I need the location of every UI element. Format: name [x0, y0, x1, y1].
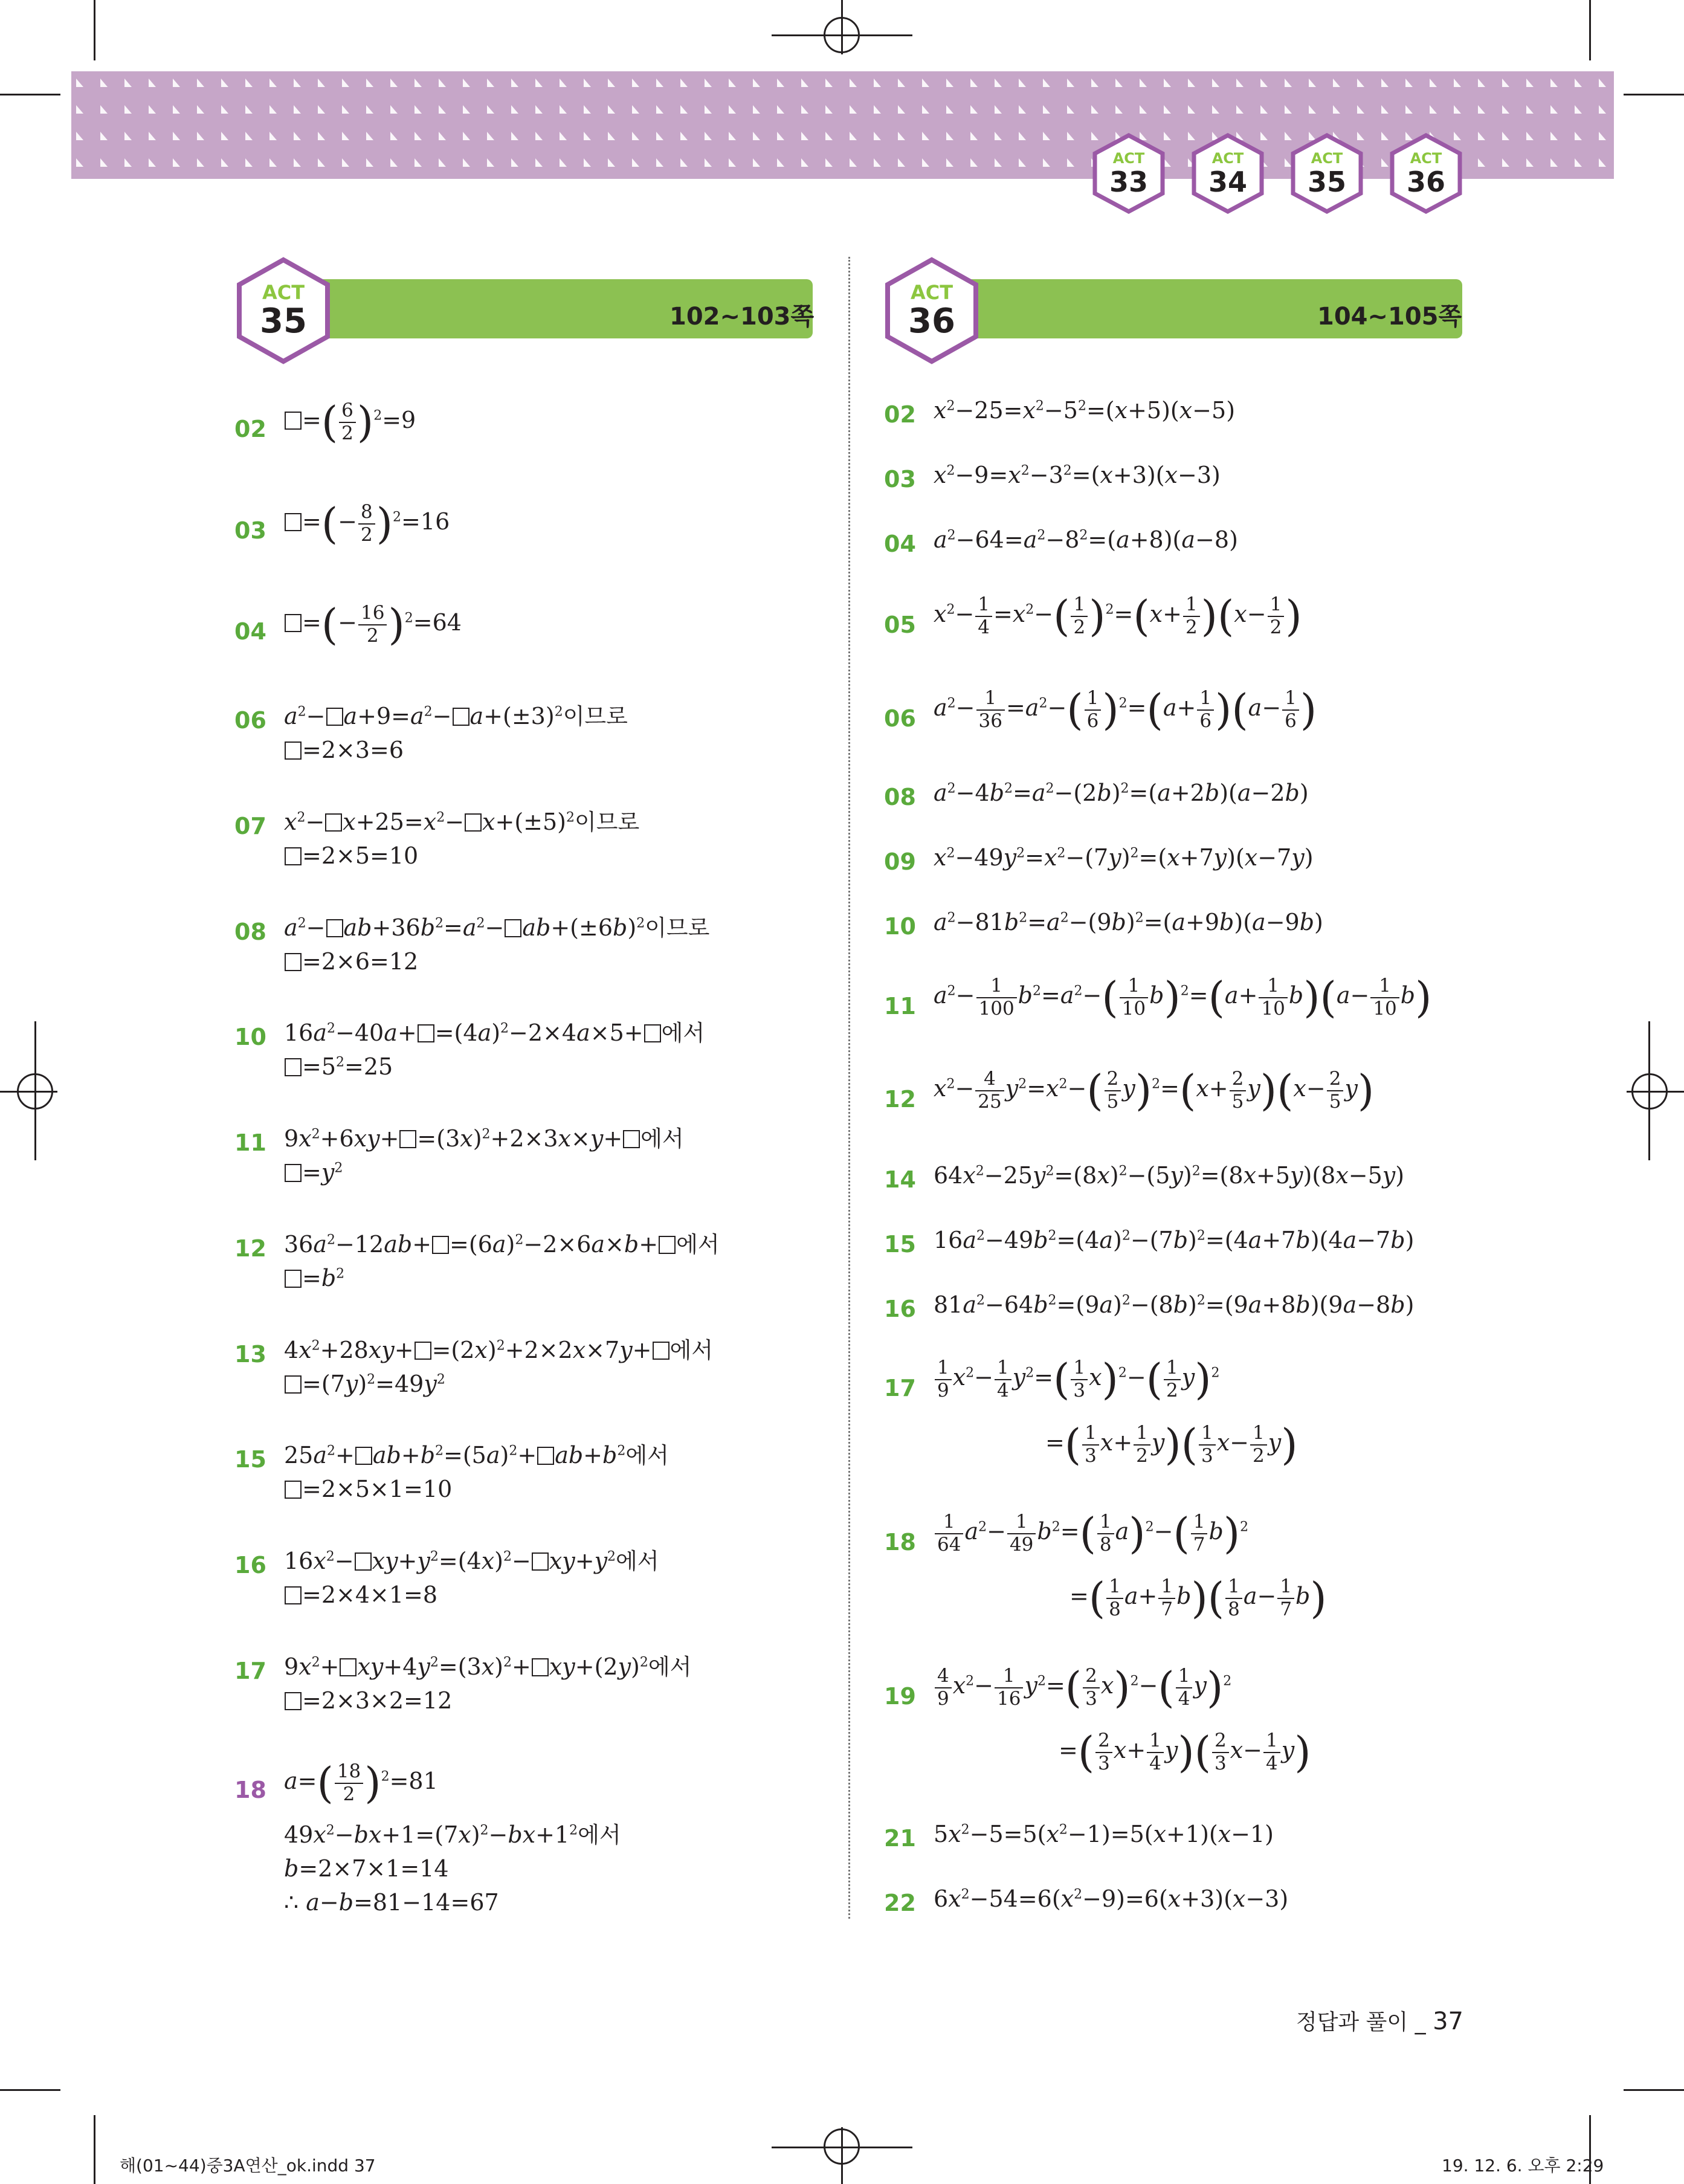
- solution-line: $a^2-81b^2=a^2-(9b)^2=(a+9b)(a-9b)$: [934, 909, 1323, 935]
- solution-line: $a^2-$ $\frac{1}{36}$ $=a^2-$( $\frac{1}{6}$ )$^2$=(a+ $\frac{1}{6}$ )(a− $\frac{1}{6}$ ): [934, 685, 1317, 735]
- badge-act-label: ACT: [1410, 150, 1442, 167]
- solution-line: $\frac{1}{9}$ $x^2-$ $\frac{1}{4}$ $y^2=$( $\frac{1}{3}$ x)$^2$−( $\frac{1}{2}$ y)$^2$: [934, 1357, 1220, 1401]
- badge-act-label: ACT: [262, 281, 305, 304]
- problem-number: 19: [884, 1683, 916, 1710]
- print-slug-date: 19. 12. 6. 오후 2:29: [1442, 2156, 1604, 2176]
- problem-number: 03: [234, 517, 266, 544]
- badge-number: 35: [1307, 166, 1346, 198]
- solution-line: $\frac{1}{64}$ $a^2-$ $\frac{1}{49}$ $b^2=$( $\frac{1}{8}$ a)$^2$−( $\frac{1}{7}$ b)$^2$: [934, 1511, 1248, 1556]
- problem-number: 12: [234, 1235, 266, 1262]
- banner-badge-act-33: [1091, 133, 1166, 214]
- solution-line: $a^2-64=a^2-8^2=(a+8)(a-8)$: [934, 526, 1238, 553]
- problem-number: 08: [884, 784, 916, 810]
- problem-number: 13: [234, 1341, 266, 1368]
- print-slug-file: 해(01~44)중3A연산_ok.indd 37: [120, 2156, 376, 2176]
- problem-number: 04: [234, 618, 266, 645]
- solution-line: ∴ a−b=81−14=67: [284, 1889, 499, 1916]
- banner-pattern: [71, 71, 1614, 179]
- crop-mark: [841, 2127, 843, 2184]
- badge-act-label: ACT: [1311, 150, 1343, 167]
- kr-text: 에서: [616, 1548, 659, 1574]
- solution-line: $a^2- a+9=a^2- a+(\pm 3)^2$이므로: [284, 703, 628, 729]
- solution-line: $81a^2-64b^2=(9a)^2-(8b)^2=(9a+8b)(9a-8b)$: [934, 1291, 1415, 1318]
- kr-text: 에서: [625, 1443, 669, 1468]
- problem-number: 10: [234, 1024, 266, 1050]
- banner-badge-act-36: [1389, 133, 1463, 214]
- problem-number: 07: [234, 813, 266, 839]
- kr-text: 에서: [578, 1822, 621, 1848]
- solution-line: =(− $\frac{16}{2}$ )$^2$=64: [284, 603, 462, 647]
- badge-act-label: ACT: [1211, 150, 1244, 167]
- problem-number: 08: [234, 919, 266, 945]
- badge-act-label: ACT: [1112, 150, 1145, 167]
- problem-number: 18: [234, 1777, 266, 1803]
- solution-line: a=( $\frac{18}{2}$ )$^2$=81: [284, 1758, 438, 1808]
- kr-text: 에서: [648, 1654, 692, 1680]
- problem-number: 16: [884, 1296, 916, 1322]
- solution-line: $x^2-9=x^2-3^2=(x+3)(x-3)$: [934, 462, 1221, 488]
- badge-number: 35: [260, 302, 307, 341]
- solution-line: $16a^2-40a+ =(4a)^2-2\times 4a\times 5+$ 에서: [284, 1019, 705, 1046]
- solution-line: $x^2-$ $\frac{4}{25}$ $y^2=x^2-$( $\frac{2}{5}$ y)$^2$=(x+ $\frac{2}{5}$ y)(x− $\frac{2}{5}$ y): [934, 1065, 1375, 1116]
- solution-line: $9x^2+6xy+ =(3x)^2+2\times 3x\times y+$ 에서: [284, 1125, 684, 1152]
- solution-line: =2×3×2=12: [284, 1689, 452, 1712]
- problem-number: 12: [884, 1086, 916, 1113]
- solution-line: $64x^2-25y^2=(8x)^2-(5y)^2=(8x+5y)(8x-5y)$: [934, 1162, 1405, 1189]
- solution-line: =2×5=10: [284, 844, 418, 867]
- problem-number: 06: [884, 705, 916, 732]
- crop-mark: [1624, 2089, 1684, 2091]
- solution-line: =(− $\frac{8}{2}$ )$^2$=16: [284, 502, 450, 546]
- problem-number: 05: [884, 612, 916, 638]
- problem-number: 17: [884, 1375, 916, 1401]
- problem-number: 06: [234, 707, 266, 734]
- header-banner: [71, 71, 1614, 179]
- solution-line: =( $\frac{6}{2}$ )$^2$=9: [284, 400, 416, 444]
- solution-line: =( $\frac{2}{3}$ x+ $\frac{1}{4}$ y)( $\frac{2}{3}$ x− $\frac{1}{4}$ y): [1059, 1727, 1311, 1777]
- crop-mark: [94, 2115, 95, 2184]
- solution-line: $=y^2$: [284, 1161, 343, 1184]
- badge-number: 36: [1406, 166, 1445, 198]
- section-badge-act-36: [884, 257, 979, 364]
- solution-line: =2×5×1=10: [284, 1478, 452, 1501]
- solution-line: $\frac{4}{9}$ $x^2-$ $\frac{1}{16}$ $y^2=$( $\frac{2}{3}$ x)$^2$−( $\frac{1}{4}$ y)$^2$: [934, 1665, 1231, 1710]
- solution-line: $4x^2+28xy+ =(2x)^2+2\times 2x\times 7y+$ 에서: [284, 1337, 713, 1363]
- solution-line: $x^2-$ $\frac{1}{4}$ $=x^2-$( $\frac{1}{2}$ )$^2$=(x+ $\frac{1}{2}$ )(x− $\frac{1}{2}$ ): [934, 591, 1302, 641]
- problem-number: 16: [234, 1552, 266, 1578]
- problem-number: 02: [884, 401, 916, 428]
- problem-number: 09: [884, 848, 916, 875]
- solution-line: $6x^2-54=6(x^2-9)=6(x+3)(x-3)$: [934, 1885, 1289, 1912]
- problem-number: 15: [884, 1231, 916, 1258]
- solution-line: $a^2-4b^2=a^2-(2b)^2=(a+2b)(a-2b)$: [934, 780, 1309, 806]
- problem-number: 18: [884, 1529, 916, 1556]
- problem-number: 15: [234, 1446, 266, 1473]
- problem-number: 11: [234, 1129, 266, 1156]
- solution-line: $x^2- x+25=x^2- x+(\pm 5)^2$이므로: [284, 809, 640, 835]
- problem-number: 04: [884, 531, 916, 557]
- badge-number: 34: [1208, 166, 1247, 198]
- crop-mark: [1589, 0, 1591, 60]
- crop-mark: [841, 0, 843, 54]
- problem-number: 17: [234, 1658, 266, 1684]
- solution-line: $5x^2-5=5(x^2-1)=5(x+1)(x-1)$: [934, 1821, 1274, 1847]
- solution-line: $=(7y)^2=49y^2$: [284, 1372, 445, 1395]
- solution-line: $x^2-49y^2=x^2-(7y)^2=(x+7y)(x-7y)$: [934, 844, 1314, 871]
- section-badge-act-35: [236, 257, 331, 364]
- crop-mark: [0, 1091, 57, 1093]
- solution-line: $a^2-$ $\frac{1}{100}$ $b^2=a^2-$( $\frac{1}{10}$ b)$^2$=(a+ $\frac{1}{10}$ b)(a− $\frac{1}{10}$ b): [934, 972, 1432, 1023]
- page-footer: [1296, 2005, 1463, 2036]
- kr-text: 이므로: [563, 703, 628, 729]
- kr-text: 에서: [676, 1232, 720, 1258]
- solution-line: $49x^2-bx+1=(7x)^2-bx+1^2$에서: [284, 1821, 621, 1848]
- solution-line: $9x^2+ xy+4y^2=(3x)^2+ xy+(2y)^2$에서: [284, 1653, 692, 1680]
- problem-number: 02: [234, 416, 266, 442]
- problem-number: 21: [884, 1825, 916, 1852]
- solution-line: $=b^2$: [284, 1267, 344, 1290]
- solution-line: $=5^2=25$: [284, 1055, 393, 1078]
- banner-badge-act-35: [1289, 133, 1364, 214]
- problem-number: 14: [884, 1166, 916, 1193]
- crop-mark: [1627, 1091, 1684, 1093]
- footer-label: 정답과 풀이 _: [1295, 2010, 1433, 2035]
- page-number: 37: [1433, 2008, 1463, 2035]
- kr-text: 이므로: [645, 915, 710, 941]
- solution-line: b=2×7×1=14: [284, 1855, 449, 1882]
- badge-number: 33: [1109, 166, 1148, 198]
- badge-number: 36: [908, 302, 955, 341]
- problem-number: 10: [884, 913, 916, 940]
- problem-number: 11: [884, 993, 916, 1019]
- solution-line: =( $\frac{1}{8}$ a+ $\frac{1}{7}$ b)( $\frac{1}{8}$ a− $\frac{1}{7}$ b): [1069, 1573, 1327, 1623]
- solution-line: $a^2- ab+36b^2=a^2- ab+(\pm 6b)^2$이므로: [284, 914, 710, 941]
- banner-badge-act-34: [1190, 133, 1265, 214]
- section-pages: 102~103쪽: [669, 303, 815, 331]
- crop-mark: [94, 0, 95, 60]
- solution-line: =2×3=6: [284, 738, 404, 761]
- kr-text: 에서: [661, 1020, 705, 1046]
- kr-text: 에서: [669, 1337, 713, 1363]
- solution-line: $16a^2-49b^2=(4a)^2-(7b)^2=(4a+7b)(4a-7b)$: [934, 1227, 1415, 1253]
- solution-line: =2×6=12: [284, 950, 418, 973]
- problem-number: 22: [884, 1890, 916, 1916]
- badge-act-label: ACT: [910, 281, 953, 304]
- kr-text: 에서: [640, 1126, 684, 1152]
- solution-line: $x^2-25=x^2-5^2=(x+5)(x-5)$: [934, 397, 1236, 424]
- crop-mark: [0, 2089, 60, 2091]
- problem-number: 03: [884, 466, 916, 493]
- section-pages: 104~105쪽: [1317, 303, 1462, 331]
- solution-line: =2×4×1=8: [284, 1583, 437, 1606]
- solution-line: $36a^2-12ab+ =(6a)^2-2\times 6a\times b+$ 에서: [284, 1231, 720, 1258]
- crop-mark: [0, 94, 60, 95]
- kr-text: 이므로: [575, 809, 640, 835]
- solution-line: =( $\frac{1}{3}$ x+ $\frac{1}{2}$ y)( $\frac{1}{3}$ x− $\frac{1}{2}$ y): [1045, 1420, 1298, 1470]
- crop-mark: [1624, 94, 1684, 95]
- solution-line: $16x^2- xy+y^2=(4x)^2- xy+y^2$에서: [284, 1548, 659, 1574]
- solution-line: $25a^2+ ab+b^2=(5a)^2+ ab+b^2$에서: [284, 1442, 669, 1468]
- column-divider: [848, 257, 850, 1919]
